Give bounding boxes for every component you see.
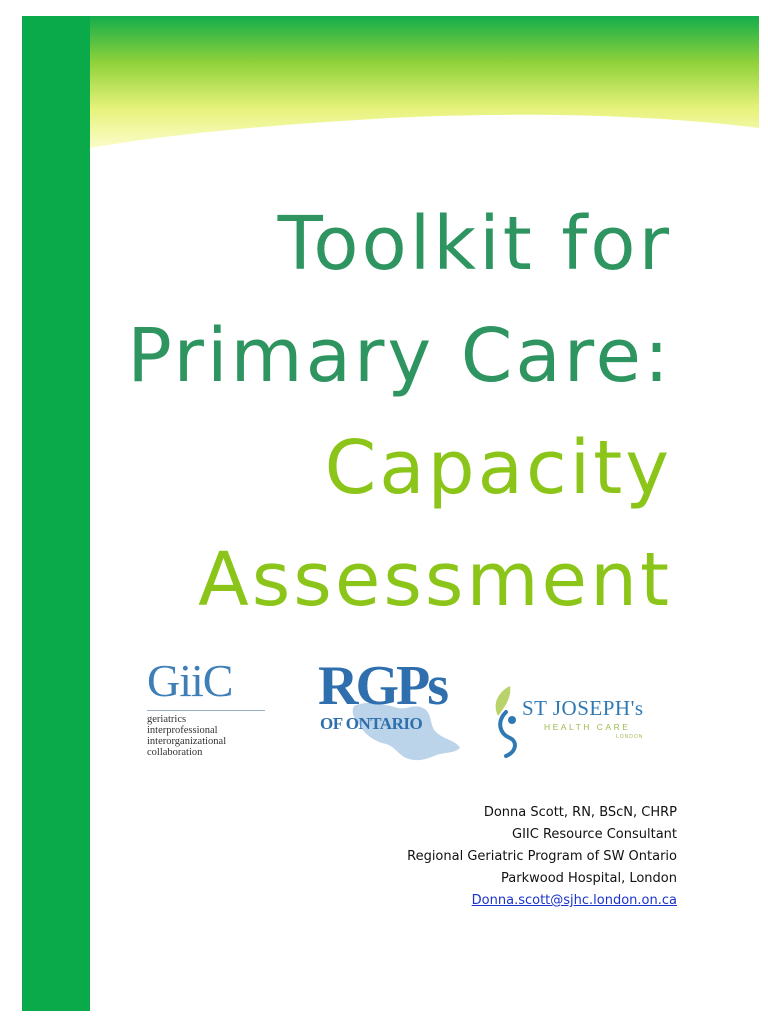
author-role: GIIC Resource Consultant xyxy=(512,827,677,842)
giic-subtitle-line: collaboration xyxy=(147,747,203,758)
sjhc-name: ST JOSEPH's xyxy=(522,696,644,720)
giic-subtitle-line: geriatrics xyxy=(147,714,187,725)
giic-wordmark: GiiC xyxy=(147,655,233,706)
giic-subtitle-line: interprofessional xyxy=(147,725,218,736)
left-accent-bar xyxy=(22,16,90,1011)
partner-logos xyxy=(140,652,680,767)
sjhc-subtitle: HEALTH CARE xyxy=(544,722,631,732)
rgps-ontario-logo xyxy=(316,655,466,766)
author-name: Donna Scott, RN, BScN, CHRP xyxy=(483,805,677,820)
giic-subtitle-line: interorganizational xyxy=(147,736,227,747)
giic-subtitle xyxy=(147,714,226,758)
sjhc-city: LONDON xyxy=(616,734,644,740)
giic-divider xyxy=(147,710,265,711)
top-gradient-band xyxy=(90,16,759,176)
document-title xyxy=(127,188,672,636)
leaf-figure-icon xyxy=(488,682,528,762)
giic-logo xyxy=(140,652,270,762)
author-program: Regional Geriatric Program of SW Ontario xyxy=(407,849,677,864)
author-location: Parkwood Hospital, London xyxy=(501,871,677,886)
rgps-subtitle: OF ONTARIO xyxy=(320,714,423,733)
author-info xyxy=(407,802,677,912)
title-line-4: Assessment xyxy=(198,537,672,623)
author-email-link[interactable]: Donna.scott@sjhc.london.on.ca xyxy=(471,893,677,908)
title-line-1: Toolkit for xyxy=(277,201,672,287)
st-josephs-logo xyxy=(488,682,668,762)
title-line-2: Primary Care: xyxy=(127,313,672,399)
rgps-wordmark: RGPs xyxy=(318,655,446,717)
title-line-3: Capacity xyxy=(324,425,672,511)
